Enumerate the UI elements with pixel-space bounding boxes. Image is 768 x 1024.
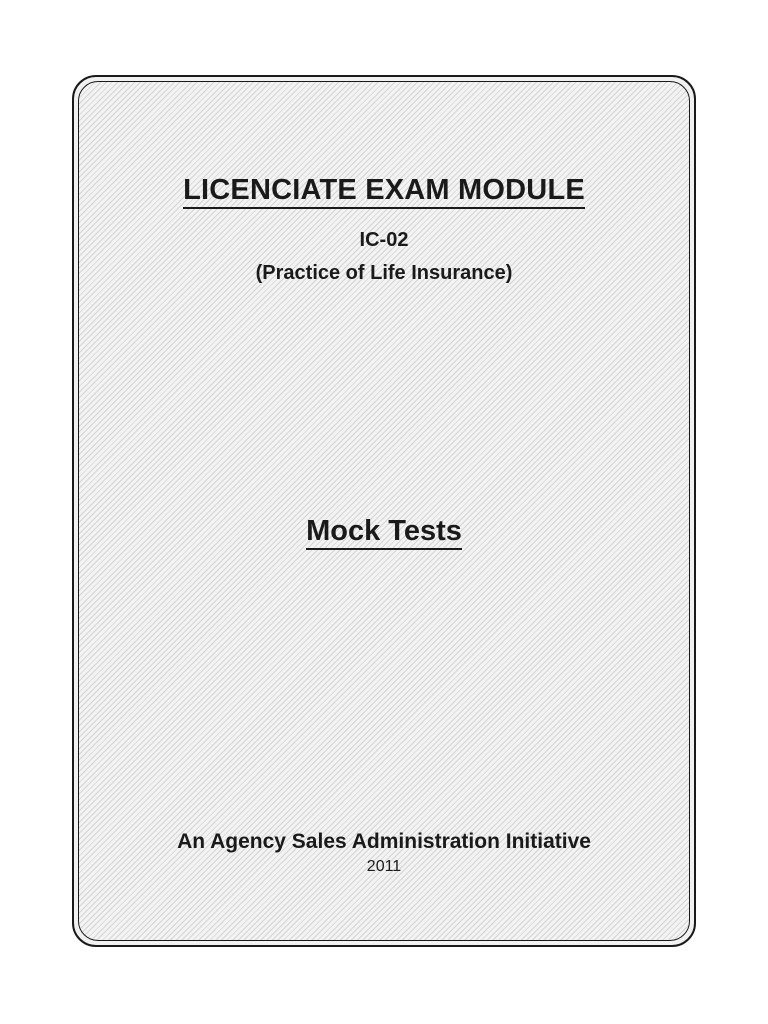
mock-tests-heading [0, 515, 768, 548]
initiative-line: An Agency Sales Administration Initiative [177, 830, 591, 853]
cover-hatched-panel [78, 81, 690, 941]
publication-year: 2011 [366, 858, 402, 875]
mock-tests-heading-text: Mock Tests [306, 515, 462, 550]
module-code: IC-02 [359, 229, 409, 251]
module-title [0, 174, 768, 207]
module-title-text: LICENCIATE EXAM MODULE [183, 174, 585, 209]
module-subject: (Practice of Life Insurance) [255, 262, 513, 284]
